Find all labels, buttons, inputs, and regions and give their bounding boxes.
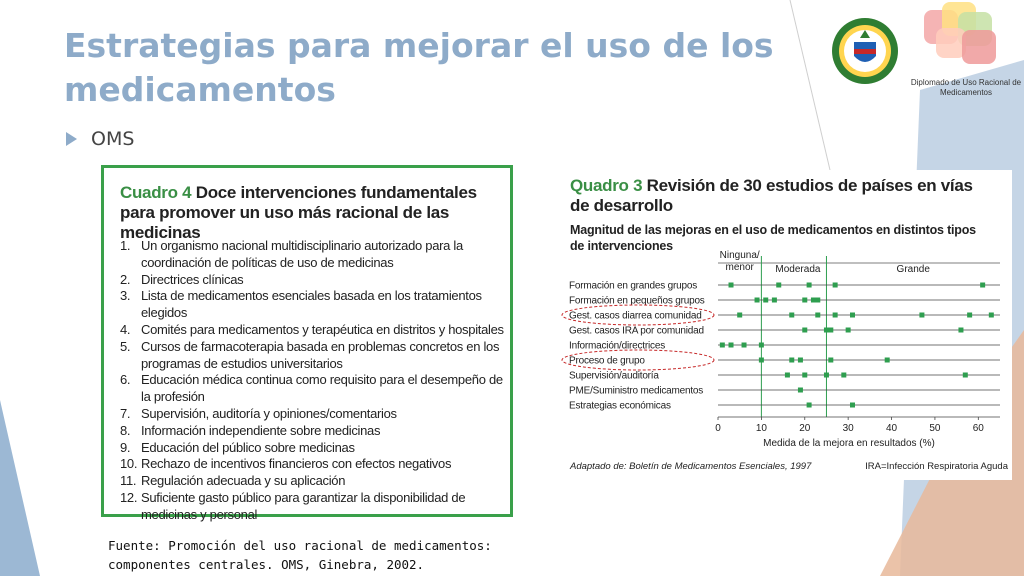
data-point: [785, 373, 790, 378]
data-point: [833, 313, 838, 318]
data-point: [789, 313, 794, 318]
data-point: [807, 403, 812, 408]
intervention-number: 1.: [120, 238, 131, 253]
data-point: [980, 283, 985, 288]
zone-label: Moderada: [775, 264, 821, 275]
data-point: [841, 373, 846, 378]
cuadro3-note: IRA=Infección Respiratoria Aguda: [865, 461, 1008, 472]
cuadro4-title: Doce intervenciones fundamentales para promover un uso más racional de las medicinas: [120, 183, 477, 242]
data-point: [759, 343, 764, 348]
data-point: [815, 313, 820, 318]
x-tick-label: 30: [842, 423, 854, 434]
cuadro3-box: [560, 170, 1012, 480]
intervention-number: 11.: [120, 473, 137, 489]
intervention-text: Lista de medicamentos esenciales basada en los tratamientos elegidos: [141, 288, 482, 321]
x-tick-label: 20: [799, 423, 811, 434]
bullet-text: OMS: [91, 128, 135, 150]
x-tick-label: 0: [715, 423, 721, 434]
intervention-text: Educación del público sobre medicinas: [141, 439, 355, 455]
x-tick-label: 40: [885, 423, 898, 434]
data-point: [776, 283, 781, 288]
intervention-text: Supervisión, auditoría y opiniones/comentarios: [141, 405, 397, 421]
x-tick-label: 60: [972, 423, 984, 434]
intervention-text: Regulación adecuada y su aplicación: [141, 473, 346, 489]
diploma-logo-icon: [922, 2, 1002, 76]
cuadro3-title: Revisión de 30 estudios de países en vías de desarrollo: [570, 176, 973, 215]
bullet-item: [66, 128, 134, 150]
intervention-number: 2.: [120, 271, 131, 287]
intervention-item: [120, 440, 506, 457]
x-tick-label: 50: [929, 423, 941, 434]
data-point: [824, 328, 829, 333]
intervention-item: [120, 473, 506, 490]
data-point: [919, 313, 924, 318]
intervention-number: 6.: [120, 372, 131, 388]
intervention-number: 10.: [120, 456, 138, 472]
data-point: [720, 343, 725, 348]
x-axis-label: Medida de la mejora en resultados (%): [763, 438, 935, 449]
data-point: [807, 283, 812, 288]
diploma-label: Diplomado de Uso Racional de Medicamentos: [910, 78, 1022, 97]
intervention-number: 9.: [120, 439, 131, 455]
intervention-item: [120, 238, 506, 272]
data-point: [963, 373, 968, 378]
row-label: PME/Suministro medicamentos: [569, 385, 704, 397]
intervention-item: [120, 423, 506, 440]
intervention-text: Un organismo nacional multidisciplinario autorizado para la coordinación de políticas de uso de medicinas: [141, 238, 463, 270]
data-point: [885, 358, 890, 363]
row-label: Gest. casos IRA por comunidad: [569, 325, 704, 337]
intervention-text: Comités para medicamentos y terapéutica en distritos y hospitales: [141, 321, 504, 337]
intervention-item: [120, 339, 506, 373]
data-point: [846, 328, 851, 333]
row-label: Gest. casos diarrea comunidad: [569, 310, 702, 322]
x-tick-label: 10: [755, 423, 767, 434]
data-point: [772, 298, 777, 303]
data-point: [802, 298, 807, 303]
row-label: Información/directrices: [569, 340, 665, 352]
zone-label: Ninguna/: [719, 250, 760, 261]
data-point: [729, 343, 734, 348]
bullet-arrow-icon: [66, 132, 77, 146]
data-point: [759, 358, 764, 363]
data-point: [802, 373, 807, 378]
data-point: [755, 298, 760, 303]
data-point: [989, 313, 994, 318]
intervention-number: 3.: [120, 288, 131, 304]
intervention-text: Educación médica continua como requisito para el desempeño de la profesión: [141, 372, 503, 405]
intervention-item: [120, 490, 506, 524]
data-point: [828, 358, 833, 363]
data-point: [967, 313, 972, 318]
data-point: [811, 298, 816, 303]
data-point: [763, 298, 768, 303]
intervention-item: [120, 456, 506, 473]
improvement-chart: [560, 170, 1012, 480]
cuadro4-number: Cuadro 4: [120, 183, 192, 202]
row-label: Formación en pequeños grupos: [569, 295, 705, 307]
intervention-item: [120, 288, 506, 322]
intervention-item: [120, 406, 506, 423]
intervention-number: 7.: [120, 405, 131, 421]
intervention-number: 4.: [120, 321, 131, 337]
row-label: Supervisión/auditoría: [569, 370, 659, 382]
intervention-item: [120, 272, 506, 289]
data-point: [828, 328, 833, 333]
intervention-text: Información independiente sobre medicinas: [141, 422, 381, 438]
interventions-list: [120, 238, 506, 524]
row-label: Proceso de grupo: [569, 355, 645, 367]
university-seal-icon: [830, 16, 900, 86]
data-point: [729, 283, 734, 288]
intervention-text: Cursos de farmacoterapia basada en problemas concretos en los programas de estudios universitarios: [141, 338, 500, 371]
data-point: [850, 403, 855, 408]
source-caption: Fuente: Promoción del uso racional de medicamentos: componentes centrales. OMS, Ginebra, 2002.: [108, 538, 492, 572]
intervention-item: [120, 322, 506, 339]
cuadro4-box: [101, 165, 513, 522]
intervention-number: 8.: [120, 422, 131, 438]
cuadro3-number: Quadro 3: [570, 176, 643, 195]
data-point: [824, 373, 829, 378]
data-point: [798, 358, 803, 363]
row-label: Formación en grandes grupos: [569, 280, 698, 292]
intervention-text: Rechazo de incentivos financieros con efectos negativos: [141, 456, 452, 472]
data-point: [789, 358, 794, 363]
data-point: [798, 388, 803, 393]
intervention-number: 5.: [120, 338, 131, 354]
intervention-text: Suficiente gasto público para garantizar la disponibilidad de medicinas y personal: [141, 489, 466, 522]
intervention-text: Directrices clínicas: [141, 271, 244, 287]
cuadro3-source: Adaptado de: Boletín de Medicamentos Esenciales, 1997: [570, 461, 812, 472]
zone-label: menor: [725, 262, 754, 273]
slide-title: Estrategias para mejorar el uso de los medicamentos: [64, 26, 774, 109]
data-point: [833, 283, 838, 288]
cuadro3-subtitle: Magnitud de las mejoras en el uso de medicamentos en distintos tipos de intervenciones: [570, 223, 976, 253]
row-label: Estrategias económicas: [569, 400, 671, 412]
data-point: [958, 328, 963, 333]
data-point: [742, 343, 747, 348]
data-point: [737, 313, 742, 318]
data-point: [850, 313, 855, 318]
intervention-number: 12.: [120, 489, 138, 505]
intervention-item: [120, 372, 506, 406]
zone-label: Grande: [896, 264, 930, 275]
cuadro4-header: [120, 183, 500, 243]
data-point: [802, 328, 807, 333]
data-point: [815, 298, 820, 303]
